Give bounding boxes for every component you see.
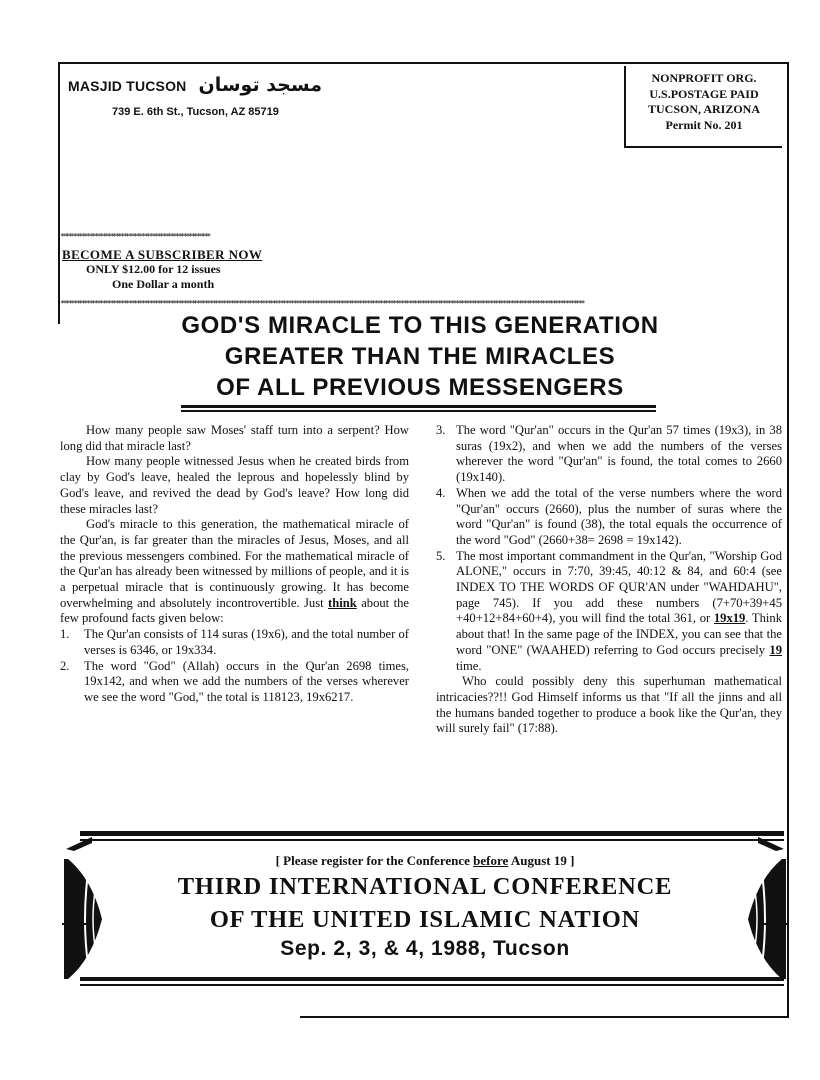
emphasis-19x19: 19x19 bbox=[713, 611, 746, 626]
list-item-number: 3. bbox=[436, 423, 446, 437]
headline-rule bbox=[181, 405, 656, 408]
conference-title-line: THIRD INTERNATIONAL CONFERENCE bbox=[177, 873, 673, 900]
star-divider: ******************************************************************************************************************************************************************************************************** bbox=[60, 300, 584, 308]
postage-line: Permit No. 201 bbox=[665, 117, 743, 132]
sender-block bbox=[68, 74, 322, 96]
list-item-number: 2. bbox=[60, 658, 70, 673]
conference-dates: Sep. 2, 3, & 4, 1988, Tucson bbox=[280, 937, 570, 960]
emphasis-think: think bbox=[328, 595, 357, 610]
list-item-number: 4. bbox=[436, 485, 446, 500]
postage-line: NONPROFIT ORG. bbox=[651, 71, 757, 85]
article-column-left bbox=[60, 423, 409, 706]
list-item-number: 5. bbox=[436, 548, 446, 563]
conference-banner bbox=[62, 829, 788, 997]
headline-line: GOD'S MIRACLE TO THIS GENERATION bbox=[181, 312, 659, 339]
headline-rule bbox=[181, 410, 656, 412]
article-paragraph: Who could possibly deny this superhuman mathematical intricacies??!! God Himself informs us that "If all the jinns and all the humans banded together to produce a book like the Qur'an, they will surely fail" (17:88). bbox=[436, 674, 782, 736]
list-item-number: 1. bbox=[60, 627, 70, 642]
sender-name: MASJID TUCSON bbox=[68, 78, 187, 94]
list-item bbox=[436, 549, 782, 675]
postage-indicia bbox=[624, 66, 782, 148]
headline-line: GREATER THAN THE MIRACLES bbox=[224, 343, 616, 370]
list-item bbox=[60, 659, 409, 706]
postage-line: U.S.POSTAGE PAID bbox=[649, 86, 759, 101]
list-item-text: The Qur'an consists of 114 suras (19x6), and the total number of verses is 6346, or 19x334. bbox=[84, 627, 409, 657]
article-column-right bbox=[436, 423, 782, 737]
register-emphasis: before bbox=[473, 853, 509, 868]
conference-title-line: OF THE UNITED ISLAMIC NATION bbox=[209, 906, 641, 933]
article-paragraph: How many people witnessed Jesus when he created birds from clay by God's leave, healed the leprous and hopelessly blind by God's leave, and revived the dead by God's leave? How long did these miracles last? bbox=[60, 454, 409, 516]
register-notice: [ Please register for the Conference before August 19 ] bbox=[275, 853, 575, 868]
list-item bbox=[436, 423, 782, 486]
article-paragraph: God's miracle to this generation, the mathematical miracle of the Qur'an, is far greater than the miracles of Jesus, Moses, and all the previous messengers combined. For the mathematical miracle of the Qur'an has already been witnessed by millions of people, and it is a perpetual miracle that is continuously growing. It has become overwhelming and absolutely incontrovertible. Just think about the few profound facts given below: bbox=[60, 517, 409, 626]
list-item-text: When we add the total of the verse numbers where the word "Qur'an" occurs (2660), plus the number of suras where the word "Qur'an" is found (38), the total equals the occurrence of the word "God" (2660+38= 2698 = 19x142). bbox=[456, 485, 782, 547]
subscription-title: BECOME A SUBSCRIBER NOW bbox=[62, 247, 263, 262]
frame-top-border bbox=[58, 62, 789, 64]
sender-arabic-name: مسجد توسان bbox=[198, 74, 322, 96]
article-paragraph: How many people saw Moses' staff turn into a serpent? How long did that miracle last? bbox=[60, 423, 409, 453]
list-item-text: The most important commandment in the Qur'an, "Worship God ALONE," occurs in 7:70, 39:45, 40:12 & 84, and 60:4 (see INDEX TO THE WORDS OF QUR'AN under "WAHDAHU", page 745). If you add these numbers (7+70+39+45 +40+12+84+60+4), you will find the total 361, or 19x19. Think about that! In the same page of the INDEX, you can see that the word "ONE" (WAAHED) referring to God occurs precisely 19 time. bbox=[456, 548, 783, 673]
list-item bbox=[436, 486, 782, 549]
list-item-text: The word "Qur'an" occurs in the Qur'an 57 times (19x3), in 38 suras (19x2), and when we add the numbers of the verses wherever the word "Qur'an" is found, the total comes to 2660 (19x140). bbox=[456, 423, 782, 485]
sender-address: 739 E. 6th St., Tucson, AZ 85719 bbox=[112, 106, 279, 118]
star-divider: ********************************************************* bbox=[60, 233, 210, 241]
subscription-monthly: One Dollar a month bbox=[112, 277, 215, 291]
frame-bottom-border bbox=[300, 1016, 789, 1018]
frame-left-border bbox=[58, 62, 60, 324]
headline-line: OF ALL PREVIOUS MESSENGERS bbox=[216, 374, 624, 401]
postage-line: TUCSON, ARIZONA bbox=[647, 102, 761, 116]
subscription-box bbox=[62, 247, 262, 292]
emphasis-19: 19 bbox=[769, 642, 783, 657]
list-item bbox=[60, 627, 409, 658]
subscription-price: ONLY $12.00 for 12 issues bbox=[86, 262, 221, 276]
list-item-text: The word "God" (Allah) occurs in the Qur'an 2698 times, 19x142, and when we add the numbers of the verses wherever we see the word "God," the total is 118123, 19x6217. bbox=[84, 658, 409, 704]
